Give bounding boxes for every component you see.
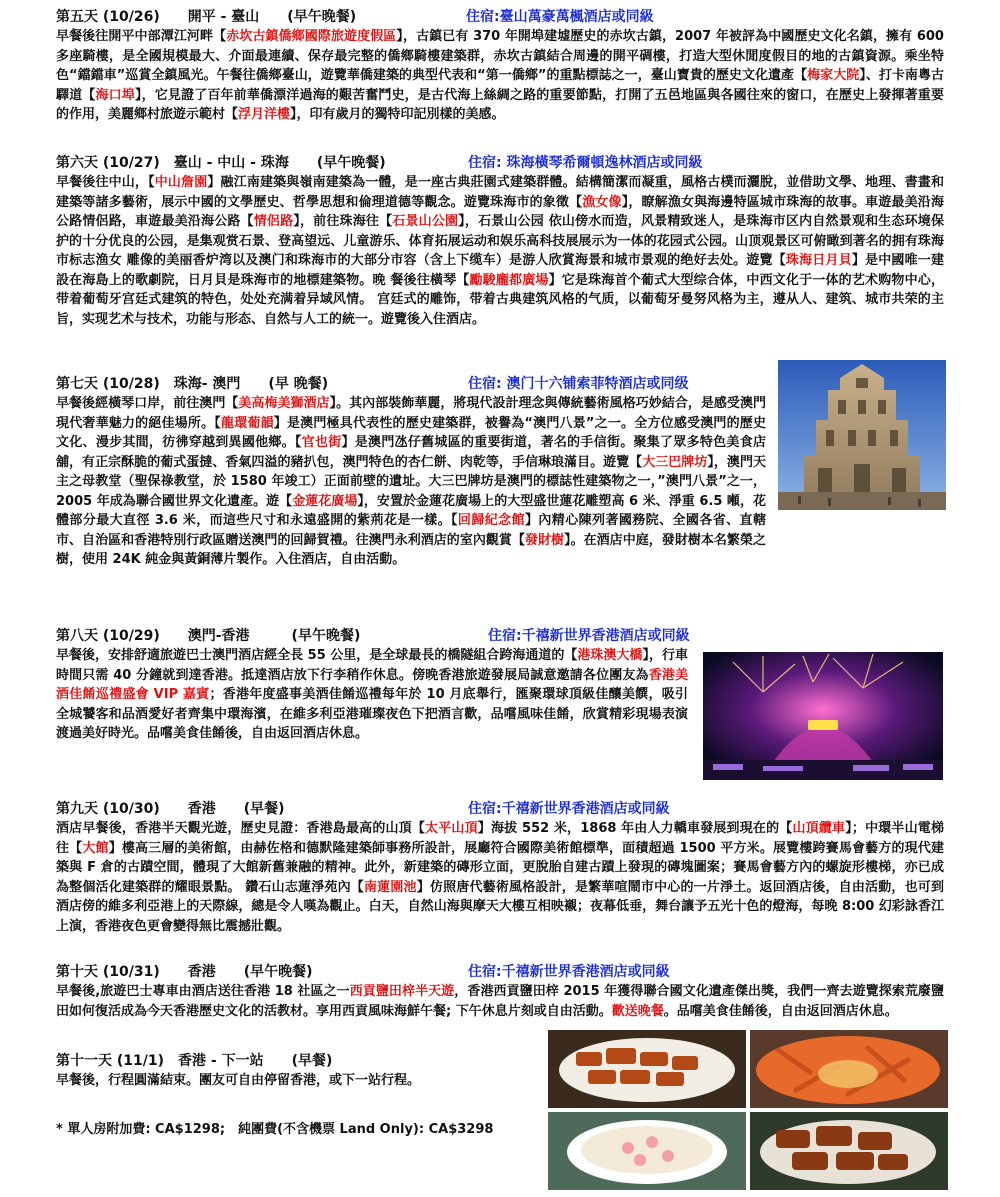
highlight: 大館 <box>82 840 109 856</box>
highlight: 赤坎古鎮僑鄉國際旅遊度假區 <box>226 29 397 44</box>
highlight: 發財樹 <box>524 532 565 548</box>
day9-hotel: 住宿:千禧新世界香港酒店或同級 <box>468 801 670 817</box>
day7-hotel: 住宿: 澳门十六铺索菲特酒店或同级 <box>468 376 689 392</box>
text-segment: 】，印有歲月的獨特印記別樣的美感。 <box>290 107 505 122</box>
text-segment: 早餐後往開平中部潭江河畔【 <box>56 29 227 44</box>
text-segment: 】，古鎮已有 370 年開埠建墟歷史的赤坎古鎮，2007 年被評為中國歷史文化名鎮，擁有 600 多座騎樓，是全國規模最大、介面最連續、保存最完整的僑鄉騎樓建築群，赤坎古鎮結合周邊的開平碉樓，打造大型休閒度假目的地的古鎮資源。乘坐特色“鐺鐺車”巡賞全鎮風光。午餐往僑鄉臺山，遊覽華僑建築的典型代表和“第一僑鄉”的重點標誌之一，臺山寶貴的歷史文化遺產【 <box>56 29 944 83</box>
highlight: 金蓮花廣場 <box>292 493 358 509</box>
text-segment: 】；中環半山電梯往【 <box>56 821 944 856</box>
day8-description <box>56 646 688 744</box>
highlight: 西貢鹽田梓半天遊 <box>349 984 455 999</box>
text-segment: 。品嚐美食佳餚後，自由返回酒店休息。 <box>663 1003 898 1019</box>
highlight: 南蓮園池 <box>363 879 417 895</box>
day11-header <box>56 1052 536 1070</box>
highlight: 海口埠 <box>95 87 135 103</box>
text-segment: 酒店早餐後，香港半天觀光遊，歷史見證：香港島最高的山頂【 <box>56 821 426 836</box>
day9-header <box>56 800 944 818</box>
day9-description <box>56 819 944 936</box>
text-segment: 早餐後,旅遊巴士專車由酒店送往香港 18 社區之一 <box>56 984 350 999</box>
day8-section <box>56 627 688 744</box>
text-segment: 】是澳門極具代表性的歷史建築群，被譽為“澳門八景”之一。全方位感受澳門的歷史文化、漫步其間，彷彿穿越到異國他鄉。【 <box>56 415 766 450</box>
day8-hotel: 住宿:千禧新世界香港酒店或同級 <box>488 628 690 644</box>
text-segment: 】是澳門氹仔舊城區的重要街道，著名的手信街。聚集了眾多特色美食店舖，有正宗酥脆的葡式蛋撻、香氣四溢的豬扒包，澳門特色的杏仁餅、肉乾等，手信琳琅滿目。遊覽【 <box>56 435 766 470</box>
day11-section <box>56 1052 536 1091</box>
highlight: 珠海日月貝 <box>785 253 852 268</box>
highlight: 浮月洋樓 <box>238 107 291 122</box>
day9-section <box>56 800 944 936</box>
day10-description <box>56 982 944 1021</box>
food-photo-collage <box>548 1030 948 1190</box>
day7-section <box>56 375 766 570</box>
price-supplement: * 單人房附加費: CA$1298; 純團費(不含機票 Land Only): CA$3298 <box>56 1122 494 1137</box>
crab-photo <box>750 1030 948 1108</box>
text-segment: 】，安置於金蓮花廣場上的大型盛世蓮花雕塑高 6 米、淨重 6.5 噸，花體部分最大直徑 3.6 米，而這些尺寸和永遠盛開的紫荊花是一樣。【 <box>56 493 766 528</box>
day7-description <box>56 394 766 570</box>
highlight: 香港美酒佳餚巡禮盛會 VIP 嘉賓 <box>56 667 688 702</box>
day7-title: 第七天 (10/28) 珠海- 澳門 (早 晚餐) <box>56 376 329 392</box>
day8-header <box>56 627 688 645</box>
text-segment: 】，它見證了百年前華僑漂洋過海的艱苦奮鬥史，是古代海上絲綢之路的重要節點，打開了五邑地區與各國往來的窗口，在歷史上發揮著重要的作用，美麗鄉村旅遊示範村【 <box>56 87 944 122</box>
highlight: 中山詹園 <box>154 175 208 190</box>
day10-section <box>56 963 944 1021</box>
day10-title: 第十天 (10/31) 香港 (早午晚餐) <box>56 964 313 980</box>
day5-header <box>56 8 944 26</box>
text-segment: ，香港西貢鹽田梓 2015 年獲得聯合國文化遺產傑出獎，我們一齊去遊覽探索荒廢鹽田如何復活成為今天香港歷史文化的活教材。享用西貢風味海鮮午餐; 下午休息片刻或自由活動。 <box>56 984 945 1019</box>
highlight: 歡送晚餐 <box>611 1003 664 1019</box>
text-segment: 】。其內部裝飾華麗，將現代設計理念與傳統藝術風格巧妙結合，是感受澳門現代奢華魅力的絕佳場所。【 <box>56 396 766 431</box>
day11-title: 第十一天 (11/1) 香港 - 下一站 (早餐) <box>56 1053 333 1069</box>
day6-title: 第六天 (10/27) 臺山 - 中山 - 珠海 (早午晚餐) <box>56 155 386 171</box>
text-segment: 】它是珠海首个葡式大型综合体，中西文化于一体的艺术购物中心，带着葡萄牙宫廷式建筑的特色，处处充满着异域风情。 宫廷式的雕饰，带着古典建筑风格的气质，以葡萄牙曼努风格为主，遵从人、建筑、城市共荣的主旨，实现艺术与技术，功能与形态、自然与人工的統一。遊覽後入住酒店。 <box>56 272 944 327</box>
text-segment: 早餐後，安排舒適旅遊巴士澳門酒店經全長 55 公里，是全球最長的橋隧組合跨海通道的【 <box>56 648 578 663</box>
text-segment: ；香港年度盛事美酒佳餚巡禮每年於 10 月底舉行，匯聚環球頂級佳釀美饌，吸引全城饕客和品酒愛好者齊集中環海濱，在維多利亞港璀璨夜色下把酒言歡，品嚐風味佳餚，欣賞精彩現場表演渡過美好時光。品嚐美食佳餚後，自由返回酒店休息。 <box>56 687 688 741</box>
day6-description <box>56 173 944 329</box>
wine-dine-festival-photo <box>703 652 943 780</box>
text-segment: 】是中國唯一建設在海島上的歌劇院，日月貝是珠海市的地標建築物。晚 餐後往橫琴【 <box>56 253 944 288</box>
day7-header <box>56 375 766 393</box>
text-segment: 】融江南建築與嶺南建築為一體，是一座古典莊園式建築群體。結構簡潔而凝重，風格古樸而灑脫，並借助文學、地理、書畫和建築等諸多藝術，展示中國的文學歷史、哲學思想和倫理道德等觀念。遊覽珠海市的象徵【 <box>56 175 944 210</box>
highlight: 太平山頂 <box>425 821 478 836</box>
highlight: 官也街 <box>301 435 342 450</box>
highlight: 梅家大院 <box>807 68 860 83</box>
day8-title: 第八天 (10/29) 澳門-香港 (早午晚餐) <box>56 628 361 644</box>
day5-hotel: 住宿:臺山萬豪萬楓酒店或同級 <box>466 9 654 25</box>
highlight: 漁女像 <box>582 194 622 210</box>
text-segment: 】、打卡南粵古驛道【 <box>56 68 944 103</box>
day6-hotel: 住宿: 珠海橫琴希爾頓逸林酒店或同級 <box>468 155 703 171</box>
day5-description <box>56 27 944 125</box>
text-segment: 】，瞭解漁女與海邊特區城市珠海的故事。車遊最美沿海公路情侶路，車遊最美沿海公路【 <box>56 194 944 229</box>
text-segment: 】。在酒店中庭，發財樹本名繁榮之樹，使用 24K 純金與黃銅薄片製作。入住酒店，自由活動。 <box>56 532 766 567</box>
highlight: 情侶路 <box>253 214 294 229</box>
highlight: 勵駿龐都廣場 <box>469 272 549 288</box>
text-segment: 】海拔 552 米，1868 年由人力轎車發展到現在的【 <box>477 821 793 836</box>
day5-title: 第五天 (10/26) 開平 - 臺山 (早午晚餐) <box>56 9 357 25</box>
day6-section <box>56 154 944 329</box>
day11-description: 早餐後，行程圓滿結束。團友可自由停留香港，或下一站行程。 <box>56 1073 421 1088</box>
highlight: 美高梅美獅酒店 <box>238 396 330 411</box>
day5-section <box>56 8 944 125</box>
text-segment: 早餐後往中山，【 <box>56 175 155 190</box>
roast-chicken-photo <box>750 1112 948 1190</box>
highlight: 龍環葡韻 <box>221 415 274 431</box>
text-segment: 】，前往珠海往【 <box>293 214 393 229</box>
soup-bowl-photo <box>548 1112 746 1190</box>
day6-header <box>56 154 944 172</box>
highlight: 回歸紀念館 <box>457 513 525 528</box>
text-segment: 早餐後經橫琴口岸，前往澳門【 <box>56 396 239 411</box>
ruins-of-st-paul-photo <box>778 360 946 510</box>
text-segment: 】，行車時間只需 40 分鐘就到達香港。抵達酒店放下行李稍作休息。傍晚香港旅遊發展局誠意邀請各位團友為 <box>56 648 688 683</box>
highlight: 山頂纜車 <box>792 821 846 836</box>
highlight: 石景山公園 <box>392 214 459 229</box>
text-segment: 】，石景山公园 依山傍水而造，风景精致迷人，是珠海市区内自然景观和生态环境保护的十分优良的公园，是集观赏石景、登高望远、儿童游乐、体育拓展运动和娱乐高科技展展示为一体的花园式公园。山顶观景区可俯瞰到著名的拥有珠海市标志渔女 雕像的美丽香炉湾以及澳门和珠海市的大部分市容（含上下缆车）是游人欣賞海景和城市景观的绝好去处。遊覽【 <box>56 214 944 268</box>
roast-goose-photo <box>548 1030 746 1108</box>
day10-hotel: 住宿:千禧新世界香港酒店或同級 <box>468 964 670 980</box>
text-segment: 】樓高三層的美術館，由赫佐格和德默隆建築師事務所設計，展廳符合國際美術館標準，面積超過 1500 平方米。展覽樓跨賽馬會藝方的現代建築與 F 倉的古蹟空間，體現了大館新舊兼融的精神。此外，新建築的磚形立面，更脫胎自建古蹟上發現的磚塊圖案；賽馬會藝方內的螺旋形樓梯，亦已成為整個活化建築群的耀眼景點。 鑽石山志蓮淨苑內【 <box>56 840 944 895</box>
text-segment: 】內精心陳列著國務院、全國各省、直轄市、自治區和香港特別行政區贈送澳門的回歸賀禮。往澳門永利酒店的室內觀賞【 <box>56 513 766 548</box>
day9-title: 第九天 (10/30) 香港 (早餐) <box>56 801 285 817</box>
text-segment: 】，澳門天主之母教堂（聖保祿教堂，於 1580 年竣工）正面前壁的遺址。大三巴牌坊是澳門的標誌性建築物之一，”澳門八景”之一，2005 年成為聯合國世界文化遺產。遊【 <box>56 454 766 509</box>
day10-header <box>56 963 944 981</box>
highlight: 大三巴牌坊 <box>642 454 708 470</box>
highlight: 港珠澳大橋 <box>577 648 643 663</box>
text-segment: 】仿照唐代藝術風格設計，是繁華喧鬧市中心的一片淨土。返回酒店後，自由活動，也可到酒店傍的維多利亞港上的天際線，總是令人嘆為觀止。白天，自然山海與摩天大樓互相映襯；夜幕低垂，舞台讓予五光十色的燈海，每晚 8:00 幻彩詠香江上演，香港夜色更會變得無比震撼壯觀。 <box>56 879 944 934</box>
